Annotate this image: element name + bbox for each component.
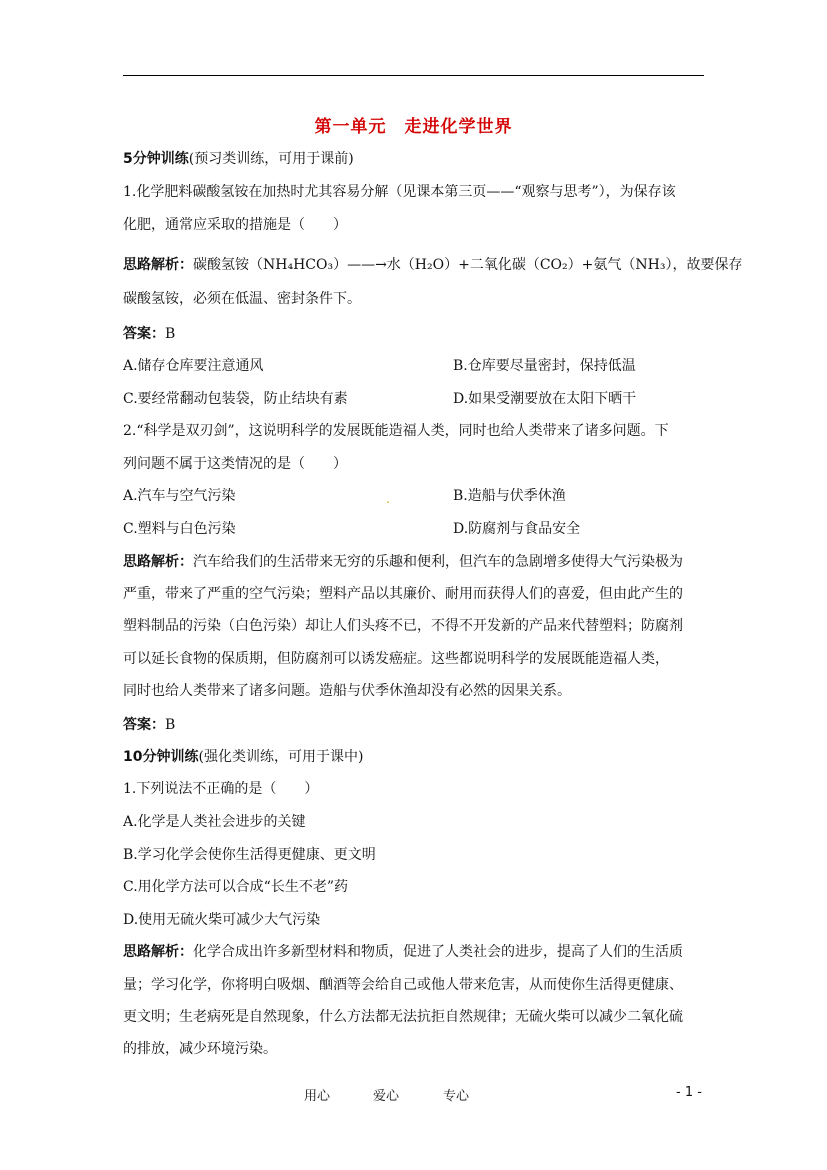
answer-value: B [165,326,176,342]
analysis-label: 思路解析： [123,257,193,273]
q2-option-b: B.造船与伏季休渔 [453,488,566,504]
q3-option-a: A.化学是人类社会进步的关键 [123,814,306,830]
q2-option-d: D.防腐剂与食品安全 [453,521,581,537]
section-heading-5min [123,150,354,168]
q3-analysis-line4: 的排放，减少环境污染。 [123,1041,277,1057]
analysis-label: 思路解析： [123,944,193,960]
section-heading-note: (预习类训练，可用于课前) [188,151,354,167]
answer-value: B [165,717,176,733]
q2-analysis-line1 [123,553,683,571]
q2-analysis-line3: 塑料制品的污染（白色污染）却让人们头疼不已，不得不开发新的产品来代替塑料；防腐剂 [123,618,683,634]
q2-analysis-line5: 同时也给人类带来了诸多问题。造船与伏季休渔却没有必然的因果关系。 [123,683,571,699]
q2-analysis-line2: 严重，带来了严重的空气污染；塑料产品以其廉价、耐用而获得人们的喜爱，但由此产生的 [123,586,683,602]
q2-text-line2: 列问题不属于这类情况的是（ ） [123,456,347,472]
q2-analysis-line4: 可以延长食物的保质期，但防腐剂可以诱发癌症。这些都说明科学的发展既能造福人类， [123,651,669,667]
analysis-text: 汽车给我们的生活带来无穷的乐趣和便利，但汽车的急剧增多使得大气污染极为 [193,554,683,570]
analysis-label: 思路解析： [123,554,193,570]
q1-option-d: D.如果受潮要放在太阳下晒干 [453,391,637,407]
footer-motto-3: 专心 [443,1089,470,1104]
analysis-text: 碳酸氢铵（NH₄HCO₃）——→水（H₂O）+二氧化碳（CO₂）+氨气（NH₃），故要保存 [193,257,743,273]
q1-analysis-line1 [123,256,742,274]
answer-label: 答案： [123,326,165,342]
q3-analysis-line2: 量；学习化学，你将明白吸烟、酗酒等会给自己或他人带来危害，从而使你生活得更健康、 [123,977,683,993]
q2-option-c: C.塑料与白色污染 [123,521,236,537]
footer-motto-2: 爱心 [373,1089,400,1104]
stray-dot: . [386,492,390,506]
answer-label: 答案： [123,717,165,733]
section-heading-note: (强化类训练，可用于课中) [198,749,364,765]
q1-option-c: C.要经常翻动包装袋，防止结块有素 [123,391,348,407]
footer-motto-1: 用心 [304,1089,331,1104]
q3-analysis-line3: 更文明；生老病死是自然现象，什么方法都无法抗拒自然规律；无硫火柴可以减少二氧化硫 [123,1009,683,1025]
section-heading-10min [123,748,363,766]
q3-option-c: C.用化学方法可以合成“长生不老”药 [123,879,348,895]
analysis-text: 化学合成出许多新型材料和物质，促进了人类社会的进步，提高了人们的生活质 [193,944,683,960]
q3-option-d: D.使用无硫火柴可减少大气污染 [123,912,321,928]
q3-text-line1: 1.下列说法不正确的是（ ） [123,781,319,797]
q1-analysis-line2: 碳酸氢铵，必须在低温、密封条件下。 [123,291,361,307]
page-title: 第一单元 走进化学世界 [314,117,513,137]
q1-text-line2: 化肥，通常应采取的措施是（ ） [123,217,347,233]
section-heading-label: 10分钟训练 [123,749,199,765]
q3-analysis-line1 [123,943,683,961]
q1-option-a: A.储存仓库要注意通风 [123,358,264,374]
q2-text-line1: 2.“科学是双刃剑”，这说明科学的发展既能造福人类，同时也给人类带来了诸多问题。下 [123,423,669,439]
q1-text-line1: 1.化学肥料碳酸氢铵在加热时尤其容易分解（见课本第三页——“观察与思考”），为保存该 [123,184,676,200]
page-number: - 1 - [676,1085,702,1100]
q1-option-b: B.仓库要尽量密封，保持低温 [453,358,636,374]
q2-answer [123,716,175,734]
q2-option-a: A.汽车与空气污染 [123,488,236,504]
header-rule [123,75,704,76]
q3-option-b: B.学习化学会使你生活得更健康、更文明 [123,847,376,863]
q1-answer [123,325,175,343]
section-heading-label: 5分钟训练 [123,151,189,167]
